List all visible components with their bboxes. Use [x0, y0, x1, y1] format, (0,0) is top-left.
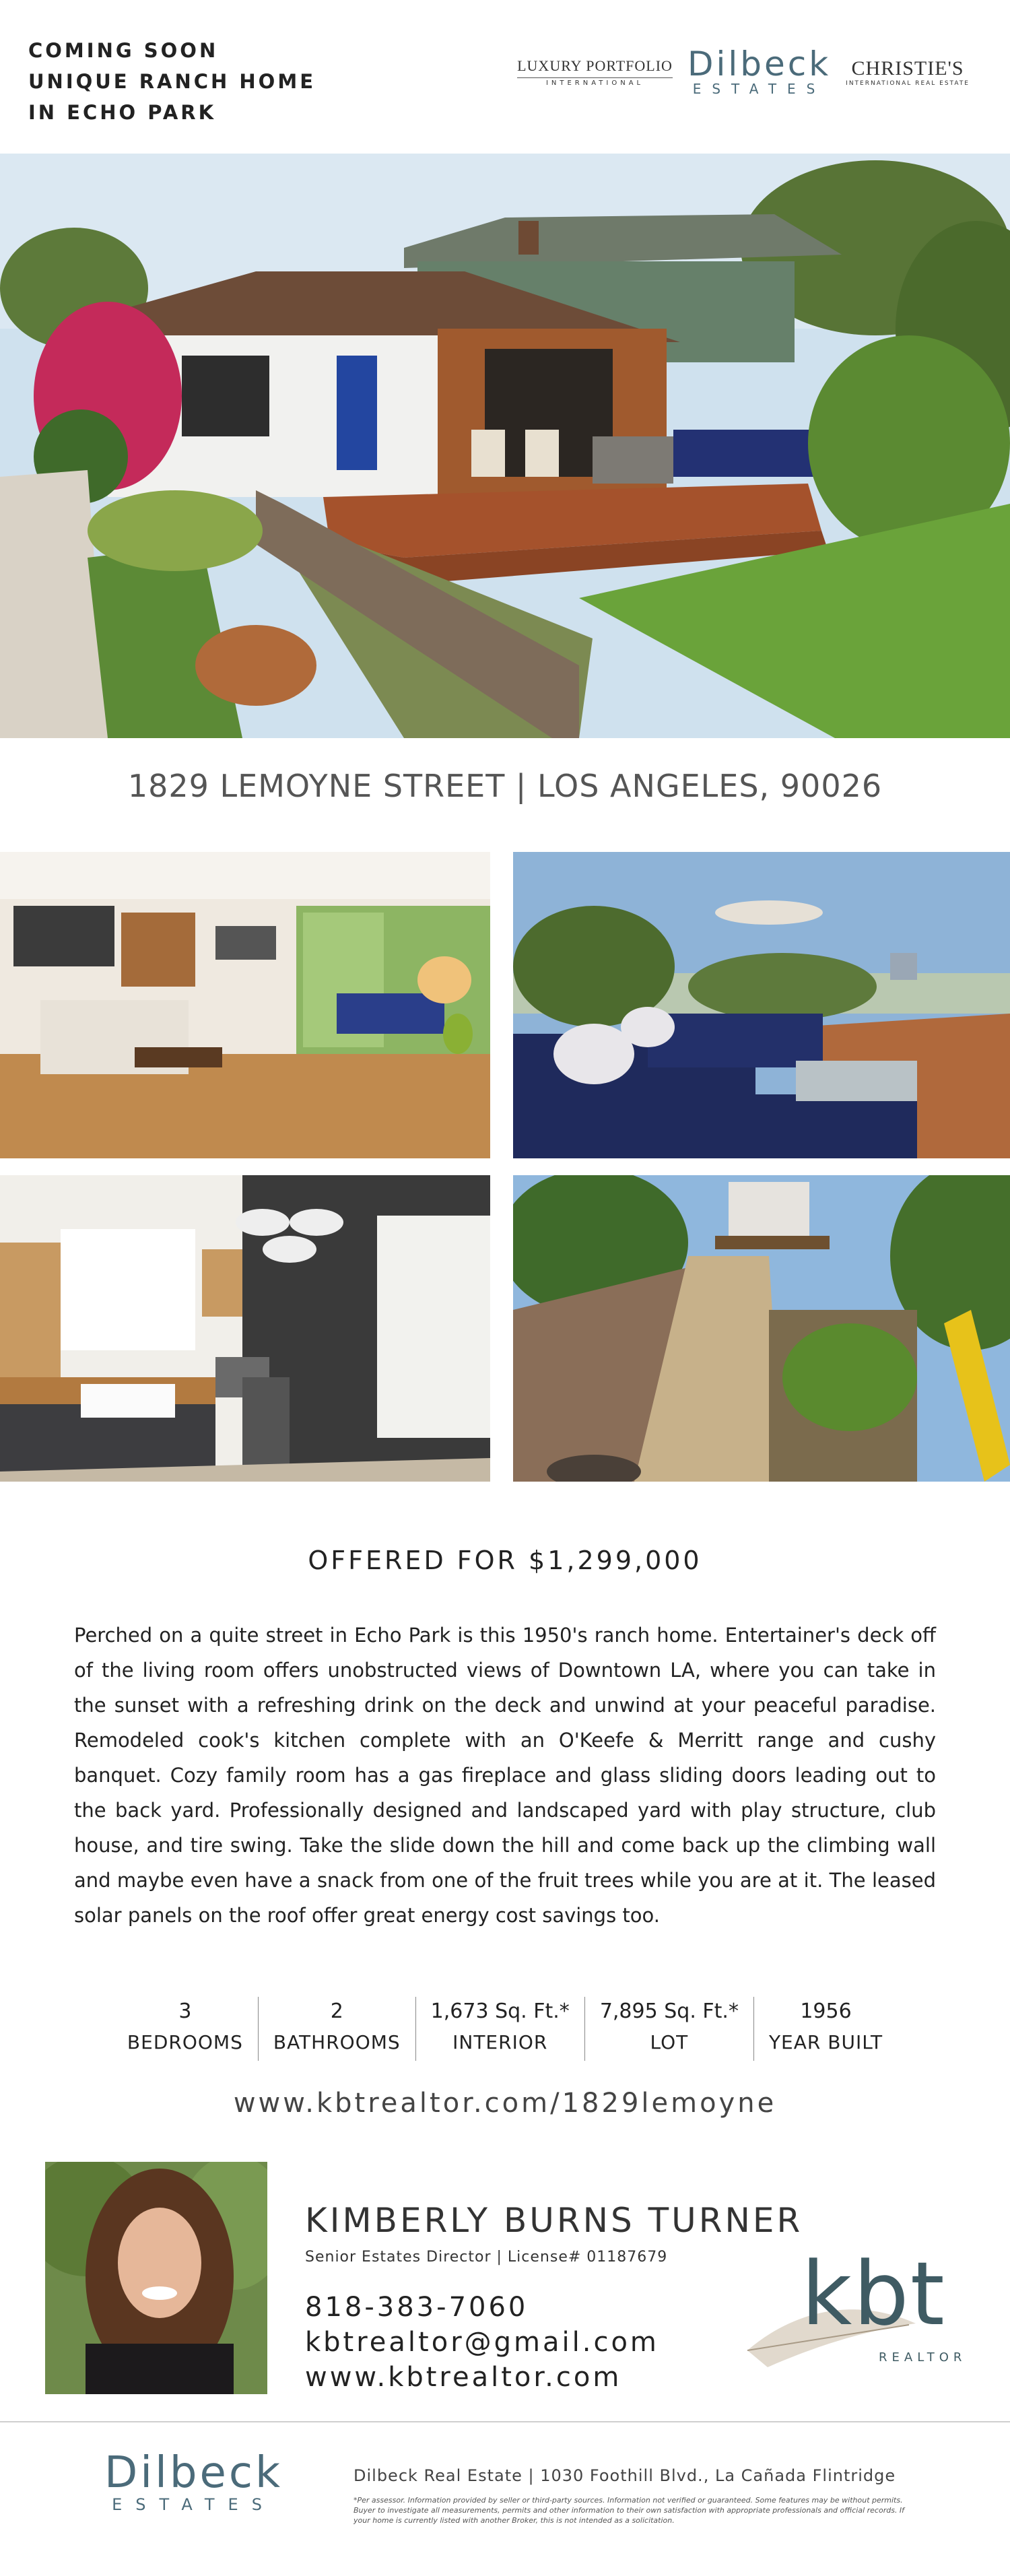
footer-divider — [0, 2421, 1010, 2422]
luxury-portfolio-name: LUXURY PORTFOLIO — [517, 57, 673, 74]
kbt-realtor-logo — [741, 2243, 967, 2377]
kbt-logo-sub: REALTOR — [879, 2350, 967, 2365]
dilbeck-sub: ESTATES — [692, 81, 826, 97]
stat-lot — [584, 1997, 753, 2061]
stat-year-built — [753, 1997, 898, 2061]
stat-value: 7,895 Sq. Ft.* — [599, 2000, 739, 2023]
stat-label: BEDROOMS — [127, 2031, 243, 2053]
stat-bedrooms — [112, 1997, 258, 2061]
christies-name: CHRISTIE'S — [851, 57, 964, 79]
christies-logo — [846, 57, 970, 87]
stat-value: 1956 — [800, 2000, 852, 2023]
stat-label: LOT — [650, 2031, 689, 2053]
coming-line: COMING SOON — [28, 39, 219, 62]
agent-email-link[interactable]: kbtrealtor@gmail.com — [305, 2327, 659, 2358]
stat-label: INTERIOR — [452, 2031, 548, 2053]
hero-exterior-photo — [0, 154, 1010, 738]
luxury-portfolio-sub: INTERNATIONAL — [545, 79, 644, 87]
brand-logos — [517, 42, 970, 102]
stat-bathrooms — [258, 1997, 415, 2061]
stat-value: 2 — [330, 2000, 343, 2023]
agent-name: KIMBERLY BURNS TURNER — [305, 2201, 803, 2240]
agent-photo — [45, 2162, 267, 2394]
living-room-photo — [0, 852, 490, 1158]
coming-line: UNIQUE RANCH HOME — [28, 70, 316, 93]
footer-office-address: Dilbeck Real Estate | 1030 Foothill Blvd., La Cañada Flintridge — [354, 2466, 896, 2485]
agent-contact — [305, 2290, 659, 2395]
footer-logo-sub: ESTATES — [112, 2495, 275, 2514]
deck-view-photo — [513, 852, 1010, 1158]
property-stats — [0, 1997, 1010, 2061]
agent-phone-link[interactable]: 818-383-7060 — [305, 2292, 529, 2323]
coming-soon-heading — [28, 35, 316, 128]
kitchen-photo — [0, 1175, 490, 1482]
property-address: 1829 LEMOYNE STREET | LOS ANGELES, 90026 — [127, 768, 883, 804]
stat-label: BATHROOMS — [273, 2031, 401, 2053]
stat-value: 3 — [178, 2000, 192, 2023]
offer-price: OFFERED FOR $1,299,000 — [308, 1546, 702, 1575]
flyer-header — [0, 0, 1010, 154]
agent-website-link[interactable]: www.kbtrealtor.com — [305, 2362, 622, 2393]
stat-interior — [415, 1997, 584, 2061]
stat-label: YEAR BUILT — [768, 2031, 883, 2053]
footer-dilbeck-logo — [104, 2448, 283, 2515]
backyard-slide-photo — [513, 1175, 1010, 1482]
footer-disclaimer: *Per assessor. Information provided by seller or third-party sources. Information not verified or guaranteed. Some features may be without permits. Buyer to investigate all measurements, permits and other information to their own satisfaction with appropriate professionals and official records. If your home is currently listed with another Broker, this is not intended as a solicitation. — [354, 2496, 905, 2525]
coming-line: IN ECHO PARK — [28, 101, 217, 124]
listing-url-link[interactable]: www.kbtrealtor.com/1829lemoyne — [233, 2088, 777, 2119]
stat-value: 1,673 Sq. Ft.* — [430, 2000, 570, 2023]
kbt-logo-text: kbt — [801, 2243, 946, 2345]
dilbeck-estates-logo — [687, 44, 832, 97]
footer-logo-name: Dilbeck — [104, 2448, 283, 2498]
christies-sub: INTERNATIONAL REAL ESTATE — [846, 80, 970, 87]
luxury-portfolio-logo — [517, 57, 673, 87]
dilbeck-name: Dilbeck — [687, 44, 832, 84]
property-description: Perched on a quite street in Echo Park is this 1950's ranch home. Entertainer's deck off of the living room offers unobstructed views of Downtown LA, where you can take in the sunset with a refreshing drink on the deck and unwind at your peaceful paradise. Remodeled cook's kitchen complete with an O'Keefe & Merritt range and cushy banquet. Cozy family room has a gas fireplace and glass sliding doors leading out to the back yard. Professionally designed and landscaped yard with play structure, club house, and tire swing. Take the slide down the hill and come back up the climbing wall and maybe even have a snack from one of the fruit trees while you are at it. The leased solar panels on the roof offer great energy cost savings too. — [74, 1624, 936, 1927]
agent-title: Senior Estates Director | License# 01187679 — [305, 2249, 668, 2266]
